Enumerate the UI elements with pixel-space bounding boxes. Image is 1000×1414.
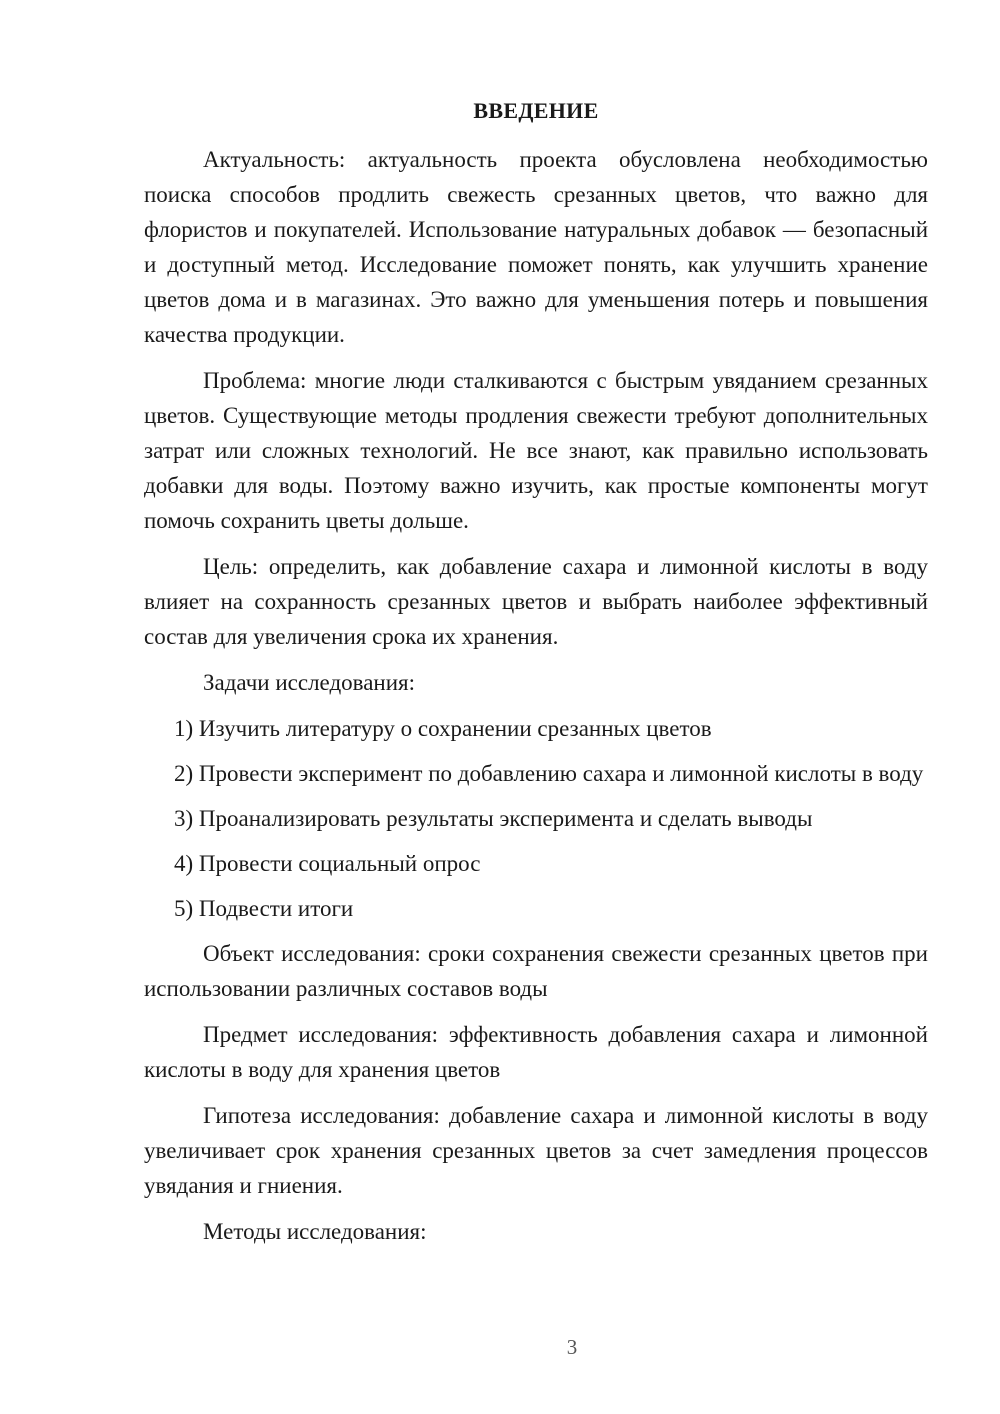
task-item-4: 4) Провести социальный опрос <box>174 851 481 876</box>
goal-paragraph: Цель: определить, как добавление сахара и лимонной кислоты в воду влияет на сохранность срезанных цветов и выбрать наиболее эффективный состав для увеличения срока их хранения. <box>144 554 928 649</box>
document-page <box>144 96 928 1260</box>
object-paragraph: Объект исследования: сроки сохранения свежести срезанных цветов при использовании различных составов воды <box>144 941 928 1001</box>
task-item-5: 5) Подвести итоги <box>174 896 354 921</box>
page-number: 3 <box>566 1335 578 1359</box>
task-item-1: 1) Изучить литературу о сохранении срезанных цветов <box>174 716 712 741</box>
hypothesis-paragraph: Гипотеза исследования: добавление сахара и лимонной кислоты в воду увеличивает срок хранения срезанных цветов за счет замедления процессов увядания и гниения. <box>144 1103 928 1198</box>
task-item-3: 3) Проанализировать результаты эксперимента и сделать выводы <box>174 806 813 831</box>
subject-paragraph: Предмет исследования: эффективность добавления сахара и лимонной кислоты в воду для хранения цветов <box>144 1022 928 1082</box>
relevance-paragraph: Актуальность: актуальность проекта обусловлена необходимостью поиска способов продлить свежесть срезанных цветов, что важно для флористов и покупателей. Использование натуральных добавок — безопасный и доступный метод. Исследование поможет понять, как улучшить хранение цветов дома и в магазинах. Это важно для уменьшения потерь и повышения качества продукции. <box>144 147 928 347</box>
methods-heading: Методы исследования: <box>203 1219 427 1244</box>
tasks-heading: Задачи исследования: <box>203 670 416 695</box>
task-item-2: 2) Провести эксперимент по добавлению сахара и лимонной кислоты в воду <box>174 761 924 786</box>
problem-paragraph: Проблема: многие люди сталкиваются с быстрым увяданием срезанных цветов. Существующие методы продления свежести требуют дополнительных затрат или сложных технологий. Не все знают, как правильно использовать добавки для воды. Поэтому важно изучить, как простые компоненты могут помочь сохранить цветы дольше. <box>144 368 928 533</box>
section-title: ВВЕДЕНИЕ <box>473 98 599 123</box>
